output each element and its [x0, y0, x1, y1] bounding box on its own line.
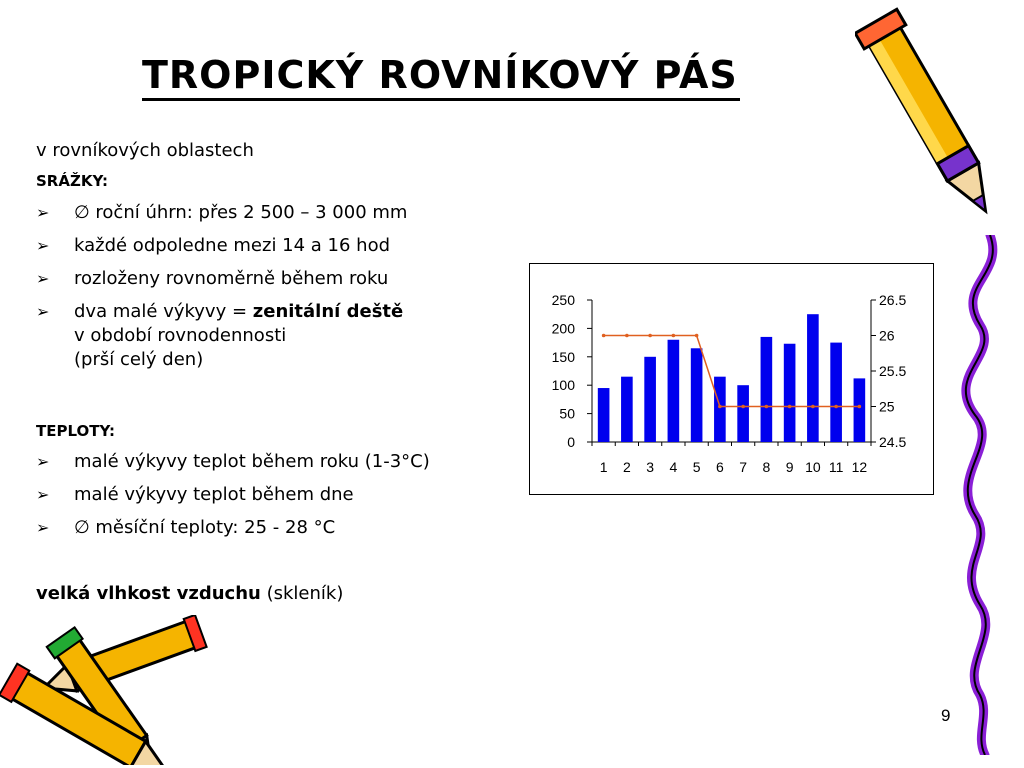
humidity-text [36, 582, 343, 606]
left-tick-label: 0 [567, 434, 575, 450]
temperature-point [811, 405, 815, 409]
bullet-arrow-icon: ➢ [36, 236, 50, 255]
x-tick-label: 12 [851, 459, 868, 475]
page-number: 9 [941, 706, 951, 725]
right-tick-label: 24.5 [879, 434, 907, 450]
bullet-arrow-icon: ➢ [36, 452, 50, 471]
bullet-text: rozloženy rovnoměrně během roku [74, 268, 389, 289]
temperature-point [718, 405, 722, 409]
x-tick-label: 1 [599, 459, 608, 475]
zenithal-prefix: dva malé výkyvy = [74, 301, 253, 322]
temperature-point [858, 405, 862, 409]
x-tick-label: 6 [715, 459, 724, 475]
x-tick-label: 4 [669, 459, 678, 475]
left-tick-label: 200 [551, 320, 575, 337]
zenithal-line3: (prší celý den) [74, 349, 204, 370]
bar [854, 378, 866, 442]
page-title: TROPICKÝ ROVNÍKOVÝ PÁS [142, 52, 740, 101]
temperature-point [695, 334, 699, 338]
pencils-bottom-left-icon [0, 615, 210, 765]
temperature-line [604, 336, 860, 407]
bullet-arrow-icon: ➢ [36, 203, 50, 222]
climate-chart-frame [529, 263, 934, 495]
x-tick-label: 3 [646, 459, 655, 475]
left-tick-label: 50 [559, 405, 575, 422]
temperature-point [672, 334, 676, 338]
humidity-bold: velká vlhkost vzduchu [36, 583, 261, 604]
x-tick-label: 8 [762, 459, 771, 475]
right-tick-label: 25 [879, 398, 895, 415]
squiggle-line-icon [935, 235, 1010, 755]
bullet-arrow-icon: ➢ [36, 518, 50, 537]
bullet-arrow-icon: ➢ [36, 485, 50, 504]
temperature-point [602, 334, 606, 338]
bar [784, 344, 796, 442]
left-tick-label: 250 [551, 292, 575, 308]
right-tick-label: 25.5 [879, 363, 907, 379]
bullet-text: ∅ roční úhrn: přes 2 500 – 3 000 mm [74, 202, 408, 223]
left-tick-label: 100 [551, 377, 575, 394]
x-tick-label: 5 [692, 459, 701, 475]
temp-heading: TEPLOTY: [36, 422, 116, 440]
bullet-text: každé odpoledne mezi 14 a 16 hod [74, 235, 391, 256]
bullet-arrow-icon: ➢ [36, 302, 50, 321]
bullet-text: ∅ měsíční teploty: 25 - 28 °C [74, 517, 336, 538]
pencil-top-right-icon [855, 0, 1010, 245]
bar [691, 348, 703, 442]
temperature-point [788, 405, 792, 409]
precip-heading: SRÁŽKY: [36, 172, 109, 190]
bar [807, 314, 819, 442]
right-tick-label: 26 [879, 327, 895, 344]
temperature-point [741, 405, 745, 409]
bar [644, 357, 656, 442]
x-tick-label: 7 [739, 459, 748, 475]
x-tick-label: 9 [785, 459, 794, 475]
bullet-arrow-icon: ➢ [36, 269, 50, 288]
temperature-point [648, 334, 652, 338]
left-tick-label: 150 [551, 348, 575, 365]
right-tick-label: 26.5 [879, 292, 907, 308]
climate-chart [530, 264, 933, 494]
bullet-text [74, 300, 403, 372]
bullet-text: malé výkyvy teplot během roku (1-3°C) [74, 451, 430, 472]
x-tick-label: 11 [828, 459, 844, 475]
bar [668, 340, 680, 442]
bar [761, 337, 773, 442]
temperature-point [625, 334, 629, 338]
bar [737, 385, 749, 442]
humidity-rest: (skleník) [260, 583, 344, 604]
zenithal-bold: zenitální deště [252, 301, 404, 322]
bar [598, 388, 610, 442]
zenithal-line2: v období rovnodennosti [74, 325, 287, 346]
bullet-text: malé výkyvy teplot během dne [74, 484, 354, 505]
bar [830, 343, 842, 442]
temperature-point [834, 405, 838, 409]
intro-text: v rovníkových oblastech [36, 140, 254, 161]
temperature-point [765, 405, 769, 409]
bar [621, 377, 633, 442]
x-tick-label: 2 [622, 459, 631, 475]
x-tick-label: 10 [805, 459, 821, 475]
bar [714, 377, 726, 442]
